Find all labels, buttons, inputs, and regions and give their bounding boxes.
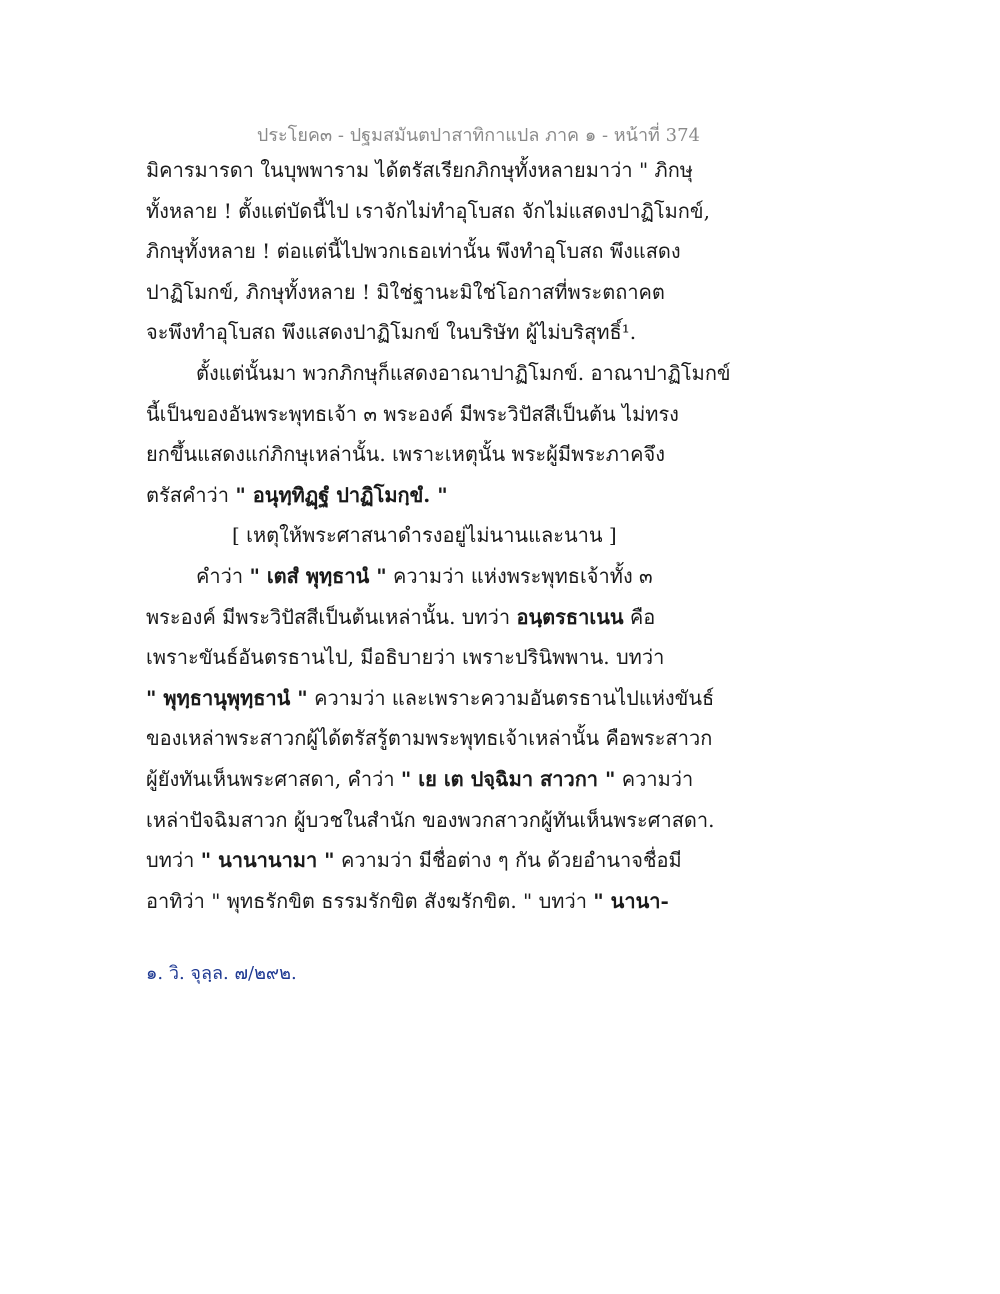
text-line [146,678,715,719]
text-line: ของเหล่าพระสาวกผู้ได้ตรัสรู้ตามพระพุทธเจ้าเหล่านั้น คือพระสาวก [146,726,713,751]
text-line [146,556,706,597]
text-segment: ตรัสคำว่า [146,482,236,507]
text-line: ยกขึ้นแสดงแก่ภิกษุเหล่านั้น. เพราะเหตุนั้น พระผู้มีพระภาคจึง [146,442,666,467]
text-line [146,597,706,638]
text-line: เพราะขันธ์อันตรธานไป, มีอธิบายว่า เพราะปรินิพพาน. บทว่า [146,645,665,670]
text-line: เหล่าปัจฉิมสาวก ผู้บวชในสำนัก ของพวกสาวกผู้ทันเห็นพระศาสดา. [146,807,715,832]
text-segment: พระองค์ มีพระวิปัสสีเป็นต้นเหล่านั้น. บทว่า [146,604,517,629]
section-heading: [ เหตุให้พระศาสนาดำรงอยู่ไม่นานและนาน ] [232,523,617,548]
pali-term: " พุทฺธานุพุทฺธานํ " [146,685,308,710]
pali-term: " เย เต ปจฺฉิมา สาวกา " [400,766,616,791]
body-text [146,150,731,921]
text-line: มิคารมารดา ในบุพพาราม ได้ตรัสเรียกภิกษุทั้งหลายมาว่า " ภิกษุ [146,158,693,182]
text-line [146,759,706,800]
text-line [146,475,706,516]
text-segment: ความว่า มีชื่อต่าง ๆ กัน ด้วยอำนาจชื่อมี [334,848,682,873]
text-segment: คำว่า [196,563,250,588]
text-line: ตั้งแต่นั้นมา พวกภิกษุก็แสดงอาณาปาฏิโมกข์. อาณาปาฏิโมกข์ [196,360,731,385]
pali-term: " เตสํ พุทฺธานํ " [249,563,387,588]
pali-term: " นานานามา " [200,848,335,873]
text-segment: คือ [623,604,656,629]
text-segment: ความว่า และเพราะความอันตรธานไปแห่งขันธ์ [307,685,715,710]
text-segment: บทว่า [146,848,201,873]
text-line [146,881,706,922]
text-segment: อาทิว่า " พุทธรักขิต ธรรมรักขิต สังฆรักขิต. " บทว่า [146,888,594,913]
text-line: ปาฏิโมกข์, ภิกษุทั้งหลาย ! มิใช่ฐานะมิใช่โอกาสที่พระตถาคต [146,279,665,304]
footnote: ๑. วิ. จุลฺล. ๗/๒๙๒. [146,963,297,984]
text-segment: ผู้ยังทันเห็นพระศาสดา, คำว่า [146,766,401,791]
text-line: ทั้งหลาย ! ตั้งแต่บัดนี้ไป เราจักไม่ทำอุโบสถ จักไม่แสดงปาฏิโมกข์, [146,198,710,223]
text-line: นี้เป็นของอันพระพุทธเจ้า ๓ พระองค์ มีพระวิปัสสีเป็นต้น ไม่ทรง [146,401,679,426]
pali-term: " อนุทฺทิฏฺฐํ ปาฏิโมกฺขํ. " [235,482,448,507]
text-line: ภิกษุทั้งหลาย ! ต่อแต่นี้ไปพวกเธอเท่านั้น พึงทำอุโบสถ พึงแสดง [146,239,681,264]
text-line [146,840,706,881]
pali-term: อนฺตรธาเนน [516,604,624,629]
text-segment: ความว่า [615,766,694,791]
text-line: จะพึงทำอุโบสถ พึงแสดงปาฏิโมกข์ ในบริษัท ผู้ไม่บริสุทธิ์¹. [146,320,637,345]
page-header: ประโยค๓ - ปฐมสมันตปาสาทิกาแปล ภาค ๑ - หน้าที่ 374 [256,125,700,146]
pali-term: " นานา- [593,888,669,913]
text-segment: ความว่า แห่งพระพุทธเจ้าทั้ง ๓ [386,563,653,588]
